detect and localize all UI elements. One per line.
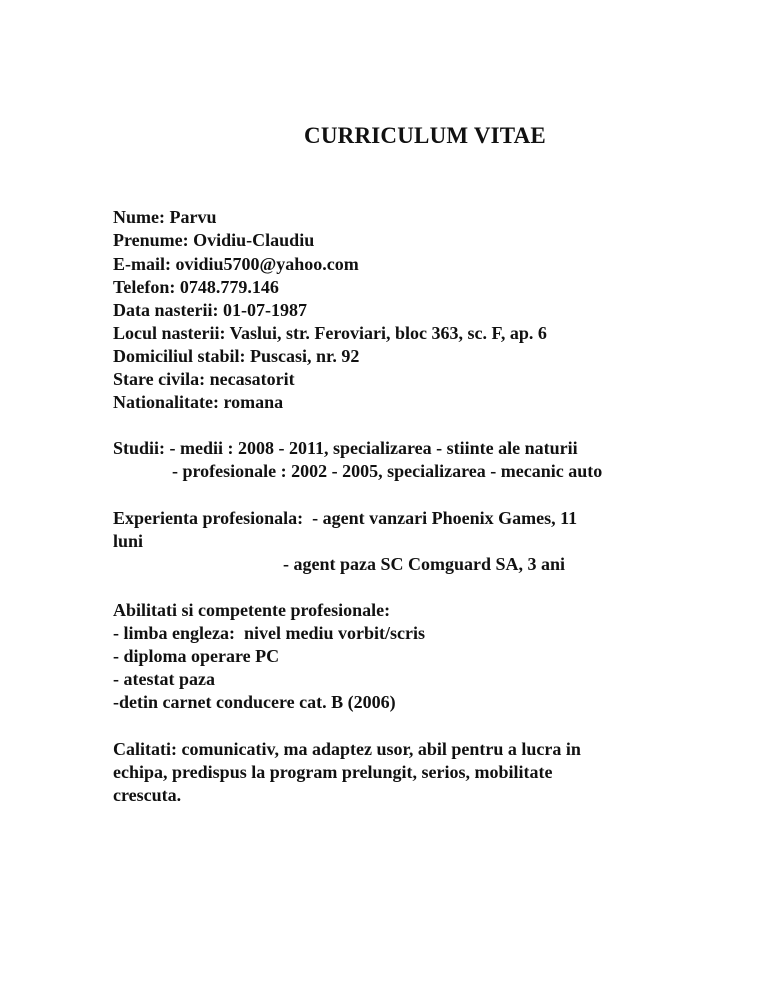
skill-item: - diploma operare PC — [113, 646, 280, 666]
qualities-line-1: Calitati: comunicativ, ma adaptez usor, abil pentru a lucra in — [113, 739, 581, 759]
experience-line-3: - agent paza SC Comguard SA, 3 ani — [283, 554, 566, 574]
experience-line-2: luni — [113, 531, 144, 551]
nationality-line: Nationalitate: romana — [113, 392, 284, 412]
residence-line: Domiciliul stabil: Puscasi, nr. 92 — [113, 346, 360, 366]
surname-line: Prenume: Ovidiu-Claudiu — [113, 230, 315, 250]
email-line: E-mail: ovidiu5700@yahoo.com — [113, 254, 359, 274]
skills-heading: Abilitati si competente profesionale: — [113, 600, 391, 620]
experience-line-1: Experienta profesionala: - agent vanzari Phoenix Games, 11 — [113, 508, 578, 528]
civil-status-line: Stare civila: necasatorit — [113, 369, 295, 389]
birth-date-line: Data nasterii: 01-07-1987 — [113, 300, 307, 320]
birth-place-line: Locul nasterii: Vaslui, str. Feroviari, bloc 363, sc. F, ap. 6 — [113, 323, 547, 343]
skill-item: -detin carnet conducere cat. B (2006) — [113, 692, 396, 712]
name-line: Nume: Parvu — [113, 207, 217, 227]
studies-line-2: - profesionale : 2002 - 2005, specializarea - mecanic auto — [172, 461, 603, 481]
skill-item: - limba engleza: nivel mediu vorbit/scris — [113, 623, 425, 643]
qualities-line-2: echipa, predispus la program prelungit, serios, mobilitate — [113, 762, 553, 782]
qualities-line-3: crescuta. — [113, 785, 182, 805]
studies-line-1: Studii: - medii : 2008 - 2011, specializarea - stiinte ale naturii — [113, 438, 578, 458]
skill-item: - atestat paza — [113, 669, 215, 689]
document-title: CURRICULUM VITAE — [304, 123, 546, 148]
phone-line: Telefon: 0748.779.146 — [113, 277, 279, 297]
